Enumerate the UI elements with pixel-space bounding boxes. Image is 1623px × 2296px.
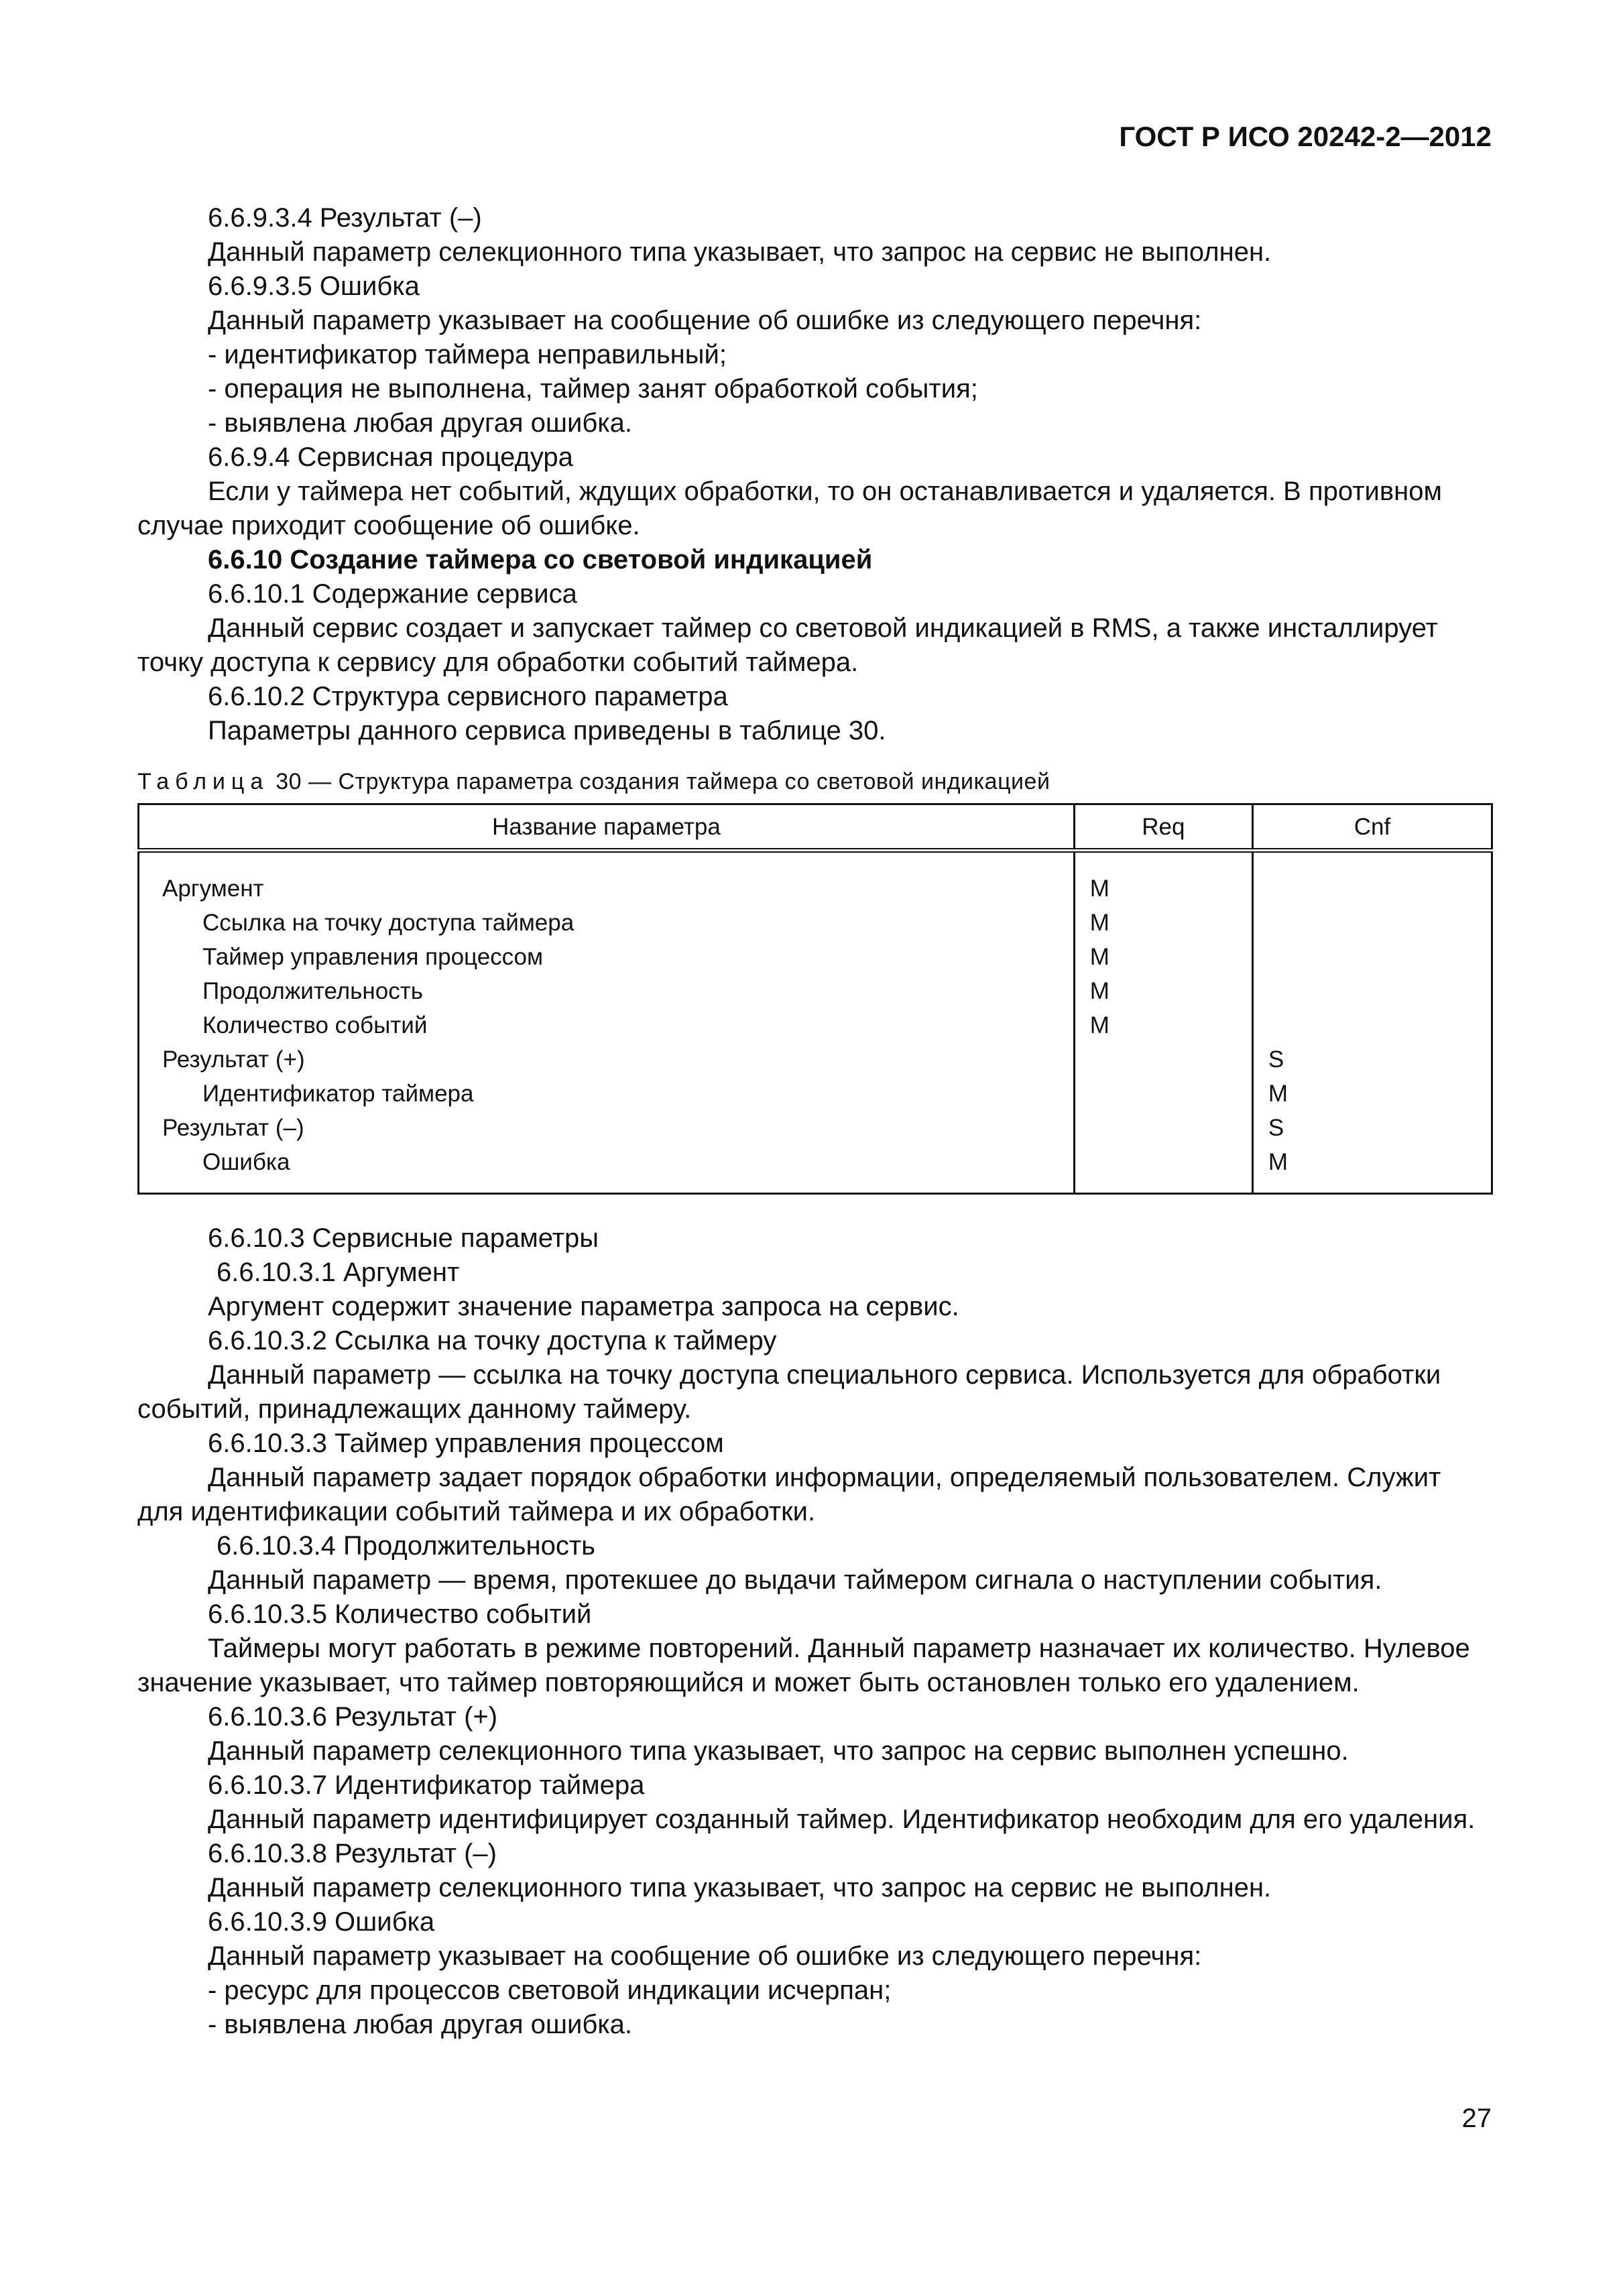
- table-header-row: [139, 804, 1492, 851]
- header-cnf: Cnf: [1252, 804, 1492, 851]
- header-req: Req: [1074, 804, 1252, 851]
- page-number: 27: [1461, 2104, 1492, 2133]
- cnf-flag: [1254, 940, 1491, 974]
- paragraph: 6.6.10.3.1 Аргумент: [217, 1258, 460, 1287]
- cnf-flag: M: [1268, 1081, 1288, 1107]
- cnf-flag: [1254, 906, 1491, 940]
- parameter-name: Идентификатор таймера: [202, 1081, 474, 1107]
- parameter-name: Продолжительность: [202, 978, 423, 1004]
- table-body-row: [139, 851, 1492, 1194]
- paragraph: 6.6.10.3.2 Ссылка на точку доступа к таймеру: [208, 1326, 777, 1355]
- req-flag: M: [1089, 875, 1109, 902]
- paragraph: 6.6.10.3.4 Продолжительность: [217, 1531, 596, 1561]
- page-content: [137, 201, 1492, 2042]
- cnf-column: [1252, 851, 1492, 1194]
- table-caption: [137, 767, 1492, 796]
- paragraph: - выявлена любая другая ошибка.: [208, 408, 633, 438]
- paragraph: - идентификатор таймера неправильный;: [208, 340, 727, 369]
- paragraph: Данный параметр указывает на сообщение об ошибке из следующего перечня:: [208, 306, 1202, 335]
- paragraphs-bottom: [137, 1221, 1492, 2042]
- paragraph: 6.6.10.3.3 Таймер управления процессом: [208, 1429, 724, 1458]
- paragraph: Данный параметр селекционного типа указывает, что запрос на сервис не выполнен.: [208, 237, 1272, 267]
- names-column: [139, 851, 1075, 1194]
- cnf-flag: S: [1268, 1046, 1284, 1073]
- paragraph: - ресурс для процессов световой индикации исчерпан;: [208, 1976, 892, 2005]
- cnf-flag: [1254, 974, 1491, 1008]
- table-caption-text: 30 — Структура параметра создания таймера со световой индикацией: [276, 769, 1050, 794]
- paragraph: Данный параметр селекционного типа указывает, что запрос на сервис выполнен успешно.: [208, 1736, 1349, 1766]
- document-code: ГОСТ Р ИСО 20242-2—2012: [1119, 121, 1492, 152]
- paragraph: Аргумент содержит значение параметра запроса на сервис.: [208, 1292, 959, 1321]
- cnf-flag: [1254, 1008, 1491, 1042]
- paragraph: 6.6.9.3.4 Результат (–): [208, 203, 482, 233]
- parameter-name: Таймер управления процессом: [202, 944, 544, 970]
- parameter-table: [137, 803, 1493, 1195]
- req-flag: [1075, 1145, 1252, 1179]
- paragraph: 6.6.10.3.5 Количество событий: [208, 1599, 592, 1629]
- paragraph: 6.6.9.3.5 Ошибка: [208, 271, 420, 301]
- paragraph: - выявлена любая другая ошибка.: [208, 2010, 633, 2039]
- parameter-name: Ссылка на точку доступа таймера: [202, 910, 575, 936]
- cnf-flag: [1254, 871, 1491, 906]
- cnf-flag: S: [1268, 1115, 1284, 1141]
- paragraph: Данный параметр задает порядок обработки информации, определяемый пользователем. Служит для идентификации событий таймера и их обработки.: [137, 1463, 1441, 1526]
- paragraph: Данный сервис создает и запускает таймер со световой индикацией в RMS, а также инсталлирует точку доступа к сервису для обработки событий таймера.: [137, 613, 1438, 677]
- req-flag: M: [1089, 910, 1109, 936]
- paragraph: 6.6.10 Создание таймера со световой индикацией: [208, 545, 873, 575]
- paragraph: Если у таймера нет событий, ждущих обработки, то он останавливается и удаляется. В противном случае приходит сообщение об ошибке.: [137, 477, 1442, 540]
- parameter-name: Ошибка: [202, 1149, 290, 1175]
- paragraph: 6.6.10.3.9 Ошибка: [208, 1907, 435, 1937]
- paragraph: 6.6.10.3 Сервисные параметры: [208, 1223, 599, 1253]
- req-column: [1074, 851, 1252, 1194]
- req-flag: M: [1089, 978, 1109, 1004]
- header-name: Название параметра: [139, 804, 1075, 851]
- paragraph: Таймеры могут работать в режиме повторений. Данный параметр назначает их количество. Нулевое значение указывает, что таймер повторяющийся и может быть остановлен только его удалением.: [137, 1634, 1470, 1697]
- paragraphs-top: [137, 201, 1492, 748]
- paragraph: Данный параметр указывает на сообщение об ошибке из следующего перечня:: [208, 1941, 1202, 1971]
- paragraph: 6.6.9.4 Сервисная процедура: [208, 442, 573, 472]
- req-flag: M: [1089, 1012, 1109, 1038]
- parameter-name: Количество событий: [202, 1012, 428, 1038]
- parameter-name: Результат (–): [162, 1115, 304, 1141]
- parameter-name: Результат (+): [162, 1046, 305, 1073]
- paragraph: Данный параметр — ссылка на точку доступа специального сервиса. Используется для обработки событий, принадлежащих данному таймеру.: [137, 1360, 1441, 1424]
- paragraph: Данный параметр селекционного типа указывает, что запрос на сервис не выполнен.: [208, 1873, 1272, 1902]
- parameter-name: Аргумент: [162, 875, 264, 902]
- req-flag: [1075, 1111, 1252, 1145]
- cnf-flag: M: [1268, 1149, 1288, 1175]
- req-flag: [1075, 1077, 1252, 1111]
- req-flag: [1075, 1042, 1252, 1077]
- paragraph: 6.6.10.1 Содержание сервиса: [208, 579, 577, 609]
- paragraph: 6.6.10.3.7 Идентификатор таймера: [208, 1770, 645, 1800]
- paragraph: 6.6.10.2 Структура сервисного параметра: [208, 682, 728, 711]
- paragraph: 6.6.10.3.8 Результат (–): [208, 1839, 497, 1868]
- paragraph: - операция не выполнена, таймер занят обработкой события;: [208, 374, 978, 404]
- paragraph: Данный параметр — время, протекшее до выдачи таймером сигнала о наступлении события.: [208, 1565, 1382, 1595]
- paragraph: Данный параметр идентифицирует созданный таймер. Идентификатор необходим для его удаления.: [208, 1805, 1476, 1834]
- req-flag: M: [1089, 944, 1109, 970]
- paragraph: Параметры данного сервиса приведены в таблице 30.: [208, 716, 886, 745]
- paragraph: 6.6.10.3.6 Результат (+): [208, 1702, 498, 1732]
- table-caption-word: Таблица: [137, 769, 269, 794]
